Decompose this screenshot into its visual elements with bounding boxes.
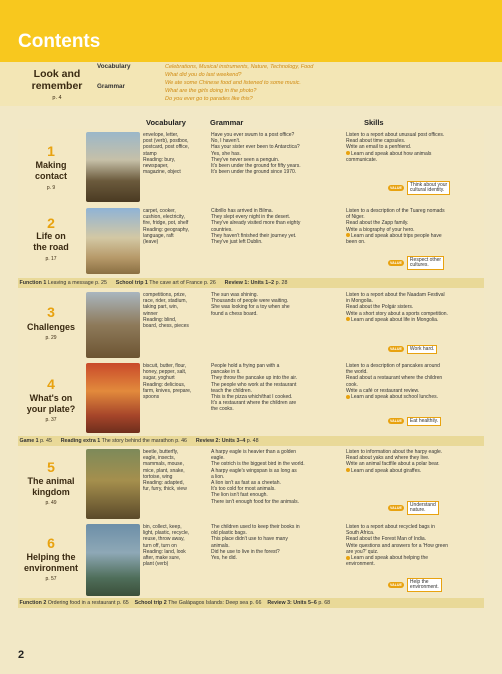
unit-photo [86,208,140,274]
strip-label: Function 2 [19,600,47,606]
unit-number: 5 [47,459,55,475]
page-number: 2 [18,649,25,661]
look-title-line2: remember [31,80,83,92]
skills-line: Read about yaks and where they live. [346,455,430,462]
value-badge: VALUE [390,261,402,266]
unit-skills [346,292,476,323]
skills-line: Write a café or restaurant review. [346,387,420,394]
grammar-line: teach the children. [211,387,252,394]
grammar-line: This place didn't use to have many [211,536,288,543]
vocab-line: mice, plant, snake, [143,467,185,474]
grammar-line: the cooks. [211,406,234,413]
grammar-line: They throw the pancake up into the air. [211,375,298,382]
skills-line: Listen to a report about unusual post offices. [346,132,445,138]
strip-label: Function 1 [19,280,47,286]
vocab-line: reuse, throw away, [143,536,185,543]
vocab-line: after, make sure, [143,555,181,562]
skills-line: in Mongolia. [346,298,373,305]
vocab-line: honey, pepper, salt, [143,369,187,376]
unit-page: p. 57 [45,576,57,582]
unit-photo [86,292,140,358]
vocab-line: bin, collect, keep, [143,524,182,530]
strip-text: The cave art of France p. 26 [149,280,216,286]
value-box [388,256,444,270]
strip-label: School trip 2 [134,600,167,606]
grammar-line: Has your sister ever been to Antarctica? [211,144,300,151]
vocab-line: Reading: geography, [143,226,190,233]
unit-grammar [211,363,343,413]
unit-vocabulary [143,363,201,400]
look-grammar-line: What did you do last weekend? [165,72,242,78]
look-vocab-text: Celebrations, Musical instruments, Nature, Technology, Food [165,64,314,70]
vocab-line: newspaper, [143,163,169,170]
grammar-line: Yes, he did. [211,555,237,562]
extras-strip [18,598,484,608]
unit-title-line2: contact [34,171,67,181]
grammar-line: old plastic bags. [211,530,247,537]
vocab-line: carpet, cooker, [143,208,176,214]
speak-icon [346,556,350,560]
grammar-line: A harpy eagle is heavier than a golden [211,449,297,455]
skills-line: Write questions and answers for a 'How green [346,542,449,549]
vocab-line: Reading: land, look [143,548,186,555]
vocab-line: postcard, post office, [143,144,190,151]
skills-line: communicate. [346,156,378,163]
skills-line: Learn and speak about life in Mongolia. [351,316,439,323]
unit-row [18,290,484,360]
grammar-line: This is the pizza which/that I cooked. [211,394,293,401]
grammar-line: They've never seen a penguin. [211,156,280,163]
unit-skills [346,449,476,474]
column-grammar: Grammar [210,118,244,127]
strip-text: The Galápagos Islands: Deep sea p. 66 [168,600,262,606]
value-badge: VALUE [390,583,402,588]
unit-title-line1: What's on [29,393,73,403]
skills-line: Learn and speak about how animals [351,150,432,157]
vocab-line: light, plastic, recycle, [143,530,190,537]
strip-label: Game 1 [19,438,39,444]
grammar-line: A lion isn't as fast as a cheetah. [211,480,281,487]
unit-vocabulary [143,132,201,175]
value-text-line: cultural identity. [409,187,445,194]
unit-title-line1: Challenges [26,322,75,332]
vocab-line: stamp [143,150,157,157]
value-box [388,345,437,354]
skills-line: Read about the Polgár sisters. [346,304,414,311]
vocab-line: envelope, letter, [143,132,179,138]
skills-line: Listen to a report about recycled bags in [346,524,435,530]
unit-number: 3 [47,304,55,320]
grammar-line: The ostrich is the biggest bird in the world. [211,461,305,468]
unit-title-line2: kingdom [32,487,70,497]
strip-label: School trip 1 [115,280,148,286]
unit-number: 2 [47,215,55,231]
skills-line: Listen to a description of pancakes around [346,363,440,369]
value-text: Work hard. [407,345,437,354]
skills-line: Learn and speak about helping the [351,555,429,562]
grammar-line: The children used to keep their books in [211,524,300,530]
column-vocabulary: Vocabulary [146,118,186,127]
skills-line: are you?' quiz. [346,548,379,555]
unit-title [18,476,84,498]
vocab-line: spoons [143,394,160,401]
grammar-line: The sun was shining. [211,292,258,298]
vocab-line: cushion, electricity, [143,214,185,221]
vocab-line: beetle, butterfly, [143,449,179,455]
skills-line: Write an email to a penfriend. [346,144,412,151]
strip-text: p. 28 [275,280,288,286]
vocab-line: turn off, turn on [143,542,177,549]
skills-line: Read about time capsules. [346,138,406,145]
vocab-line: Reading: delicious, [143,381,186,388]
strip-label: Review 2: Units 3–4 [195,438,246,444]
unit-vocabulary [143,524,201,567]
grammar-line: They slept every night in the desert. [211,214,291,221]
skills-line: environment. [346,561,375,568]
unit-vocabulary [143,449,201,492]
unit-photo [86,132,140,202]
look-title-line1: Look and [33,68,81,80]
look-and-remember-section [0,62,502,106]
unit-title-line2: environment [23,563,78,573]
grammar-line: She was looking for a toy when she [211,304,290,311]
grammar-line: People hold a frying pan with a [211,363,280,369]
grammar-line: There isn't enough food for the animals. [211,498,299,505]
grammar-line: It's been under the ground for fifty years. [211,163,301,170]
unit-number: 1 [47,143,55,159]
unit-row [18,360,484,435]
grammar-line: Thousands of people were waiting. [211,298,289,305]
value-badge: VALUE [390,506,402,511]
unit-title-line2: the road [33,242,69,252]
skills-line: Listen to a report about the Naadam Festival [346,292,445,298]
value-box [388,181,450,195]
vocab-line: (leave) [143,239,159,246]
unit-vocabulary [143,208,201,245]
grammar-line: They've already visited more than eighty [211,220,301,227]
vocab-line: winner [143,310,158,317]
value-text-line: Think about your [409,181,448,188]
unit-title-line1: Life on [36,231,66,241]
vocab-line: plant (verb) [143,561,169,568]
value-box [388,501,439,515]
unit-number: 6 [47,535,55,551]
value-box [388,417,441,426]
skills-line: Learn and speak about school lunches. [351,394,439,401]
unit-title [18,160,84,182]
unit-skills [346,524,476,567]
unit-title [18,552,84,574]
unit-page: p. 17 [45,256,57,262]
vocab-line: tortoise, wing [143,473,173,480]
grammar-line: A harpy eagle's wingspan is as long as [211,467,297,474]
unit-grammar [211,449,343,505]
unit-page: p. 29 [45,335,57,341]
vocab-line: Reading: blind, [143,316,177,323]
grammar-line: eagle. [211,455,225,462]
column-skills: Skills [364,118,384,127]
grammar-line: The people who work at the restaurant [211,381,297,388]
unit-photo [86,524,140,596]
extras-strip [18,278,484,288]
unit-skills [346,208,476,245]
look-grammar-label: Grammar [97,83,126,90]
skills-line: Write a short story about a sports competition. [346,310,448,317]
unit-row [18,129,484,205]
unit-page: p. 37 [45,417,57,423]
unit-title-line1: The animal [27,476,75,486]
value-box [388,578,442,592]
value-text-line: Understand [409,501,436,508]
vocab-line: competitions, prize, [143,292,187,298]
strip-label: Review 3: Units 5–6 [267,600,317,606]
look-page: p. 4 [52,95,62,101]
skills-line: Listen to information about the harpy eagle. [346,449,443,455]
value-text: Eat healthily. [407,417,441,426]
value-text-line: Help the [409,578,429,585]
strip-text: Ordering food in a restaurant p. 65 [47,600,129,606]
vocab-line: magazine, object [143,169,181,176]
value-badge: VALUE [390,419,402,424]
unit-number: 4 [47,376,55,392]
grammar-line: It's a restaurant where the children are [211,400,297,407]
skills-line: Write a biography of your hero. [346,226,415,233]
skills-line: the world. [346,369,368,376]
strip-text: p. 45 [40,438,52,444]
grammar-line: They've just left Dublin. [211,239,263,246]
vocab-line: post (verb), postbox, [143,138,189,145]
vocab-line: mammals, mouse, [143,461,184,468]
skills-line: Read about the Forest Man of India. [346,536,427,543]
unit-photo [86,449,140,519]
speak-icon [346,317,350,321]
vocab-line: Reading: bury, [143,156,176,163]
unit-photo [86,363,140,433]
vocab-line: farm, knives, prepare, [143,387,192,394]
grammar-line: countries. [211,226,233,233]
look-grammar-line: What are the girls doing in the photo? [165,88,257,94]
look-vocab-label: Vocabulary [97,63,131,70]
skills-line: been on. [346,239,366,246]
skills-line: of Niger. [346,214,365,221]
vocab-line: board, chess, pieces [143,323,189,330]
unit-title-line2: your plate? [26,404,76,414]
vocab-line: taking part, win, [143,304,179,311]
grammar-line: Did he use to live in the forest? [211,548,280,555]
grammar-line: No, I haven't. [211,138,241,145]
value-text-line: Respect other [409,256,442,263]
grammar-line: found a chess board. [211,310,258,317]
grammar-line: They haven't finished their journey yet. [211,232,297,239]
skills-line: Read about the Zapp family. [346,220,409,227]
unit-grammar [211,132,343,175]
value-text [407,256,444,270]
unit-title [18,393,84,415]
unit-vocabulary [143,292,201,329]
speak-icon [346,468,350,472]
value-text [407,578,442,592]
value-text [407,501,439,515]
skills-line: Learn and speak about giraffes. [351,467,422,474]
value-text-line: environment. [409,584,439,591]
skills-line: Write an animal factfile about a polar bear. [346,461,440,468]
skills-line: Read about a restaurant where the children [346,375,443,382]
value-text [407,181,450,195]
vocab-line: fur, furry, thick, view [143,486,187,493]
grammar-line: a lion. [211,473,225,480]
unit-grammar [211,208,343,245]
skills-line: Listen to a description of the Tuareg nomads [346,208,445,214]
strip-text: The story behind the marathon p. 46 [101,438,187,444]
grammar-line: pancake in it. [211,369,241,376]
unit-row [18,521,484,597]
speak-icon [346,395,350,399]
unit-title [18,322,84,333]
look-title [20,68,94,92]
unit-grammar [211,524,343,561]
vocab-line: biscuit, butter, flour, [143,363,187,369]
value-text-line: cultures. [409,262,429,269]
look-grammar-line: Do you ever go to parades like this? [165,96,253,102]
page-title: Contents [18,31,101,52]
skills-line: Learn and speak about trips people have [351,232,442,239]
vocab-line: race, rider, stadium, [143,298,187,305]
unit-page: p. 9 [46,185,56,191]
grammar-line: It's too cold for most animals. [211,486,276,493]
unit-skills [346,363,476,400]
unit-grammar [211,292,343,317]
strip-text: Leaving a message p. 25 [47,280,107,286]
vocab-line: sugar, yoghurt [143,375,175,382]
unit-title [18,231,84,253]
value-badge: VALUE [390,186,402,191]
vocab-line: eagle, insects, [143,455,175,462]
unit-page: p. 49 [45,500,57,506]
unit-row [18,205,484,276]
strip-label: Reading extra 1 [60,438,101,444]
grammar-line: Yes, she has. [211,150,241,157]
value-badge: VALUE [390,347,402,352]
vocab-line: fire, fridge, pot, shelf [143,220,189,227]
strip-label: Review 1: Units 1–2 [224,280,275,286]
speak-icon [346,151,350,155]
skills-line: South Africa. [346,530,375,537]
unit-title-line1: Helping the [26,552,76,562]
unit-title-line1: Making [35,160,67,170]
strip-text: p. 68 [318,600,331,606]
speak-icon [346,233,350,237]
unit-row [18,447,484,521]
extras-strip [18,436,484,446]
grammar-line: It's been under the ground since 1970. [211,169,297,176]
skills-line: cook. [346,381,358,388]
grammar-line: animals. [211,542,230,549]
value-text-line: nature. [409,507,426,514]
unit-skills [346,132,476,163]
vocab-line: Reading: adapted, [143,480,184,487]
grammar-line: Cibrillo has arrived in Bilma. [211,208,273,214]
grammar-line: The lion isn't fast enough. [211,492,268,499]
look-grammar-line: We ate some Chinese food and listened to some music. [165,80,301,86]
vocab-line: language, raft [143,232,174,239]
grammar-line: Have you ever swum to a post office? [211,132,295,138]
strip-text: p. 48 [246,438,259,444]
